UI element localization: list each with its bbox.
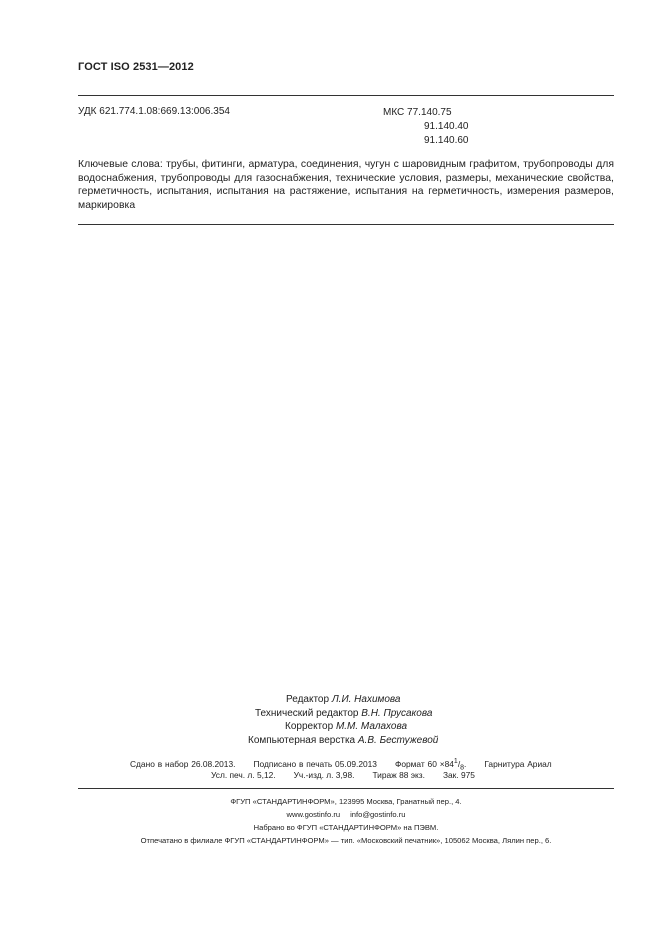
proofreader-name: М.М. Малахова <box>335 721 408 733</box>
print-sheets: Усл. печ. л. 5,12. <box>211 770 276 780</box>
editor-line <box>220 693 520 707</box>
bottom-divider <box>78 788 614 789</box>
proofreader-line <box>220 720 520 734</box>
publisher-contacts <box>78 810 614 819</box>
typeset-note: Набрано во ФГУП «СТАНДАРТИНФОРМ» на ПЭВМ. <box>253 823 439 832</box>
publisher-address: ФГУП «СТАНДАРТИНФОРМ», 123995 Москва, Гранатный пер., 4. <box>230 797 462 806</box>
staff-credits <box>220 693 520 747</box>
signed-date: Подписано в печать 05.09.2013 <box>253 758 377 769</box>
circulation: Тираж 88 экз. <box>372 770 425 780</box>
proofreader-role: Корректор <box>285 721 334 733</box>
keywords-divider <box>78 224 614 225</box>
layout-line <box>220 734 520 748</box>
mks-codes <box>383 106 469 148</box>
tech-editor-role: Технический редактор <box>255 707 359 719</box>
publisher-website: www.gostinfo.ru <box>286 810 341 819</box>
top-divider <box>78 95 614 96</box>
editor-name: Л.И. Нахимова <box>331 694 401 705</box>
printing-note: Отпечатано в филиале ФГУП «СТАНДАРТИНФОРМ» — тип. «Московский печатник», 105062 Москва, Лялин пер., 6. <box>140 836 552 845</box>
typeface: Гарнитура Ариал <box>484 758 552 769</box>
document-title: ГОСТ ISO 2531—2012 <box>78 61 194 73</box>
order-number: Зак. 975 <box>442 770 475 780</box>
submitted-date: Сдано в набор 26.08.2013. <box>130 758 236 769</box>
publication-sheets: Уч.-изд. л. 3,98. <box>293 770 355 780</box>
udc-code: УДК 621.774.1.08:669.13:006.354 <box>78 106 230 117</box>
layout-name: А.В. Бестужевой <box>357 734 439 746</box>
keywords-paragraph: Ключевые слова: трубы, фитинги, арматура, соединения, чугун с шаровидным графитом, трубопроводы для водоснабжения, трубопроводы для газоснабжения, технические условия, размеры, механические свойства, герметичность, испытания, испытания на растяжение, испытания на герметичность, измерения размеров, маркировка <box>78 159 614 211</box>
publisher-email: info@gostinfo.ru <box>350 810 406 819</box>
layout-role: Компьютерная верстка <box>248 734 356 746</box>
tech-editor-line <box>220 707 520 721</box>
editor-role: Редактор <box>286 694 330 705</box>
print-info-line-2 <box>211 770 475 780</box>
mks-code: 91.140.40 <box>424 121 469 132</box>
mks-label: МКС <box>383 107 405 118</box>
tech-editor-name: В.Н. Прусакова <box>361 707 433 719</box>
paper-format: Формат $60 \times 84^1/_8$. <box>394 758 467 772</box>
mks-code: 77.140.75 <box>407 107 452 118</box>
mks-code: 91.140.60 <box>424 135 469 146</box>
